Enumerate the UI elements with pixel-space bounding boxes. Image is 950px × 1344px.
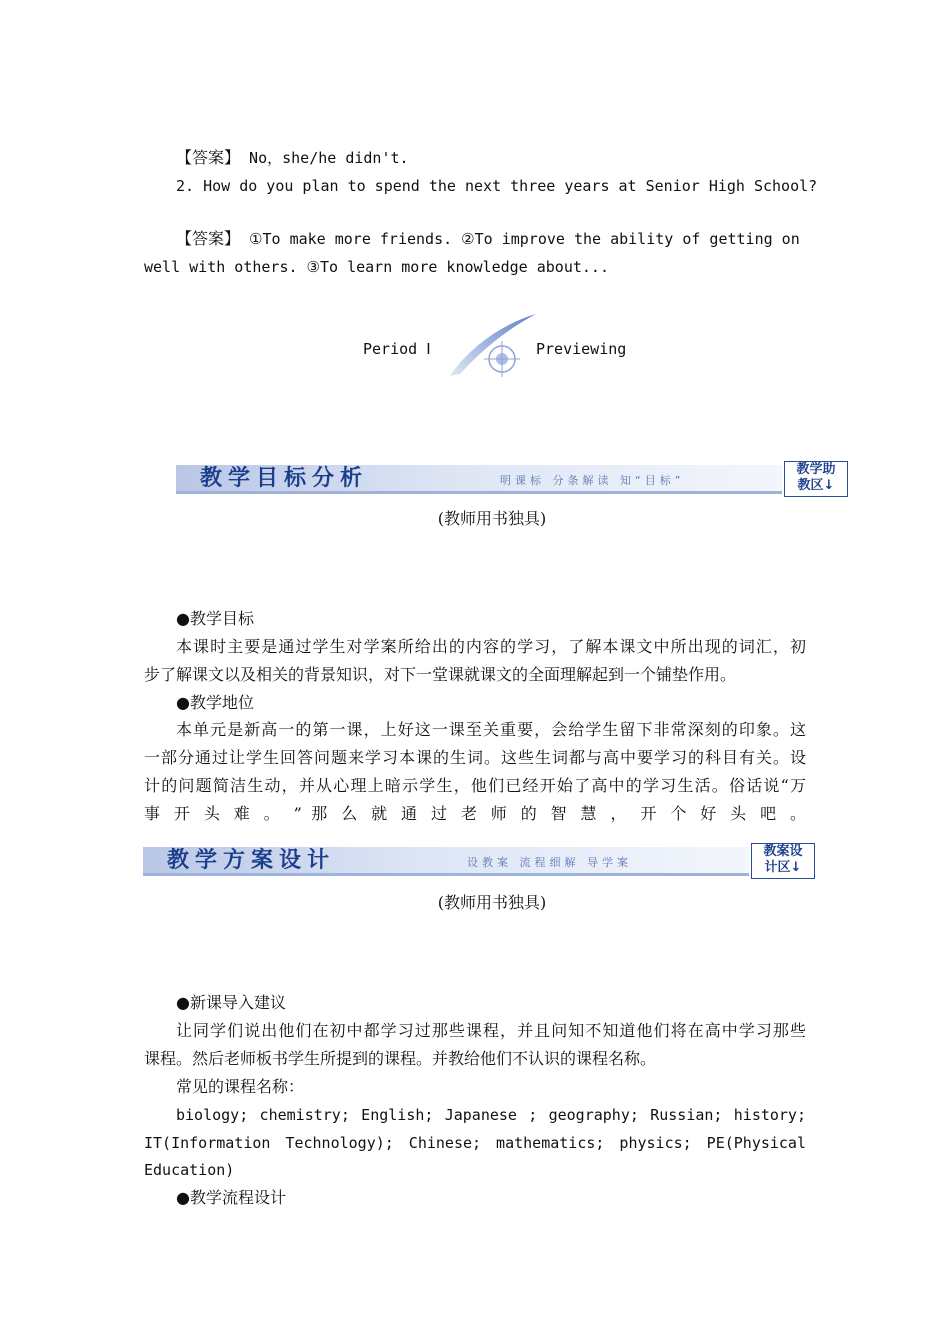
common-courses-label: 常见的课程名称： bbox=[176, 1077, 305, 1096]
answer-text: No，she/he didn't. bbox=[240, 149, 409, 167]
answer-2-line-2: well with others. ③To learn more knowledge about... bbox=[144, 258, 609, 276]
banner-tag bbox=[751, 843, 815, 879]
answer-label: 【答案】 bbox=[176, 229, 241, 248]
goals-line-2: 步了解课文以及相关的背景知识，对下一堂课就课文的全面理解起到一个铺垫作用。 bbox=[144, 665, 737, 684]
banner-tag-line-2: 计区↓ bbox=[764, 860, 802, 875]
banner-tag bbox=[784, 461, 848, 497]
course-list-line-2: IT(Information Technology); Chinese; mathematics; physics; PE(Physical bbox=[144, 1134, 806, 1152]
answer-2-line-1 bbox=[176, 229, 806, 249]
position-line-3: 计的问题简洁生动，并从心理上暗示学生，他们已经开始了高中的学习生活。俗话说“万 bbox=[144, 776, 806, 795]
banner-subtitle: 设教案 流程细解 导学案 bbox=[467, 856, 632, 869]
course-list-line-3: Education) bbox=[144, 1161, 235, 1179]
section-banner-plan bbox=[143, 843, 815, 879]
teacher-only-note: (教师用书独具) bbox=[437, 509, 547, 528]
section-banner-objectives bbox=[176, 461, 848, 497]
answer-label: 【答案】 bbox=[176, 148, 241, 167]
teacher-only-note: (教师用书独具) bbox=[437, 893, 547, 912]
period-label: Period Ⅰ bbox=[363, 340, 431, 358]
banner-subtitle: 明课标 分条解读 知“目标” bbox=[500, 474, 685, 487]
answer-1 bbox=[176, 148, 838, 168]
position-heading: ●教学地位 bbox=[176, 693, 254, 712]
banner-tag-line-2: 教区↓ bbox=[797, 478, 835, 493]
goals-line-1: 本课时主要是通过学生对学案所给出的内容的学习，了解本课文中所出现的词汇，初 bbox=[176, 637, 806, 656]
position-line-1: 本单元是新高一的第一课，上好这一课至关重要，会给学生留下非常深刻的印象。这 bbox=[176, 720, 806, 739]
banner-title: 教学目标分析 bbox=[200, 465, 369, 491]
answer-text: ①To make more friends. ②To improve the ability of getting on bbox=[240, 230, 800, 248]
period-title: Previewing bbox=[536, 340, 627, 358]
course-list-line-1: biology; chemistry; English; Japanese ; geography; Russian; history; bbox=[176, 1106, 806, 1124]
flow-heading: ●教学流程设计 bbox=[176, 1188, 286, 1207]
goals-heading: ●教学目标 bbox=[176, 609, 254, 628]
question-2: 2. How do you plan to spend the next three years at Senior High School? bbox=[176, 177, 818, 195]
intro-heading: ●新课导入建议 bbox=[176, 993, 286, 1012]
intro-line-1: 让同学们说出他们在初中都学习过那些课程，并且问知不知道他们将在高中学习那些 bbox=[176, 1021, 806, 1040]
banner-tag-line-1: 教学助 bbox=[796, 462, 836, 477]
intro-line-2: 课程。然后老师板书学生所提到的课程。并教给他们不认识的课程名称。 bbox=[144, 1049, 657, 1068]
banner-title: 教学方案设计 bbox=[167, 847, 336, 873]
position-line-4: 事 开 头 难 。 ” 那 么 就 通 过 老 师 的 智 慧 ， 开 个 好 头 吧 。 bbox=[144, 804, 806, 823]
period-emblem bbox=[446, 312, 538, 380]
banner-tag-line-1: 教案设 bbox=[763, 844, 803, 859]
position-line-2: 一部分通过让学生回答问题来学习本课的生词。这些生词都与高中要学习的科目有关。设 bbox=[144, 748, 806, 767]
